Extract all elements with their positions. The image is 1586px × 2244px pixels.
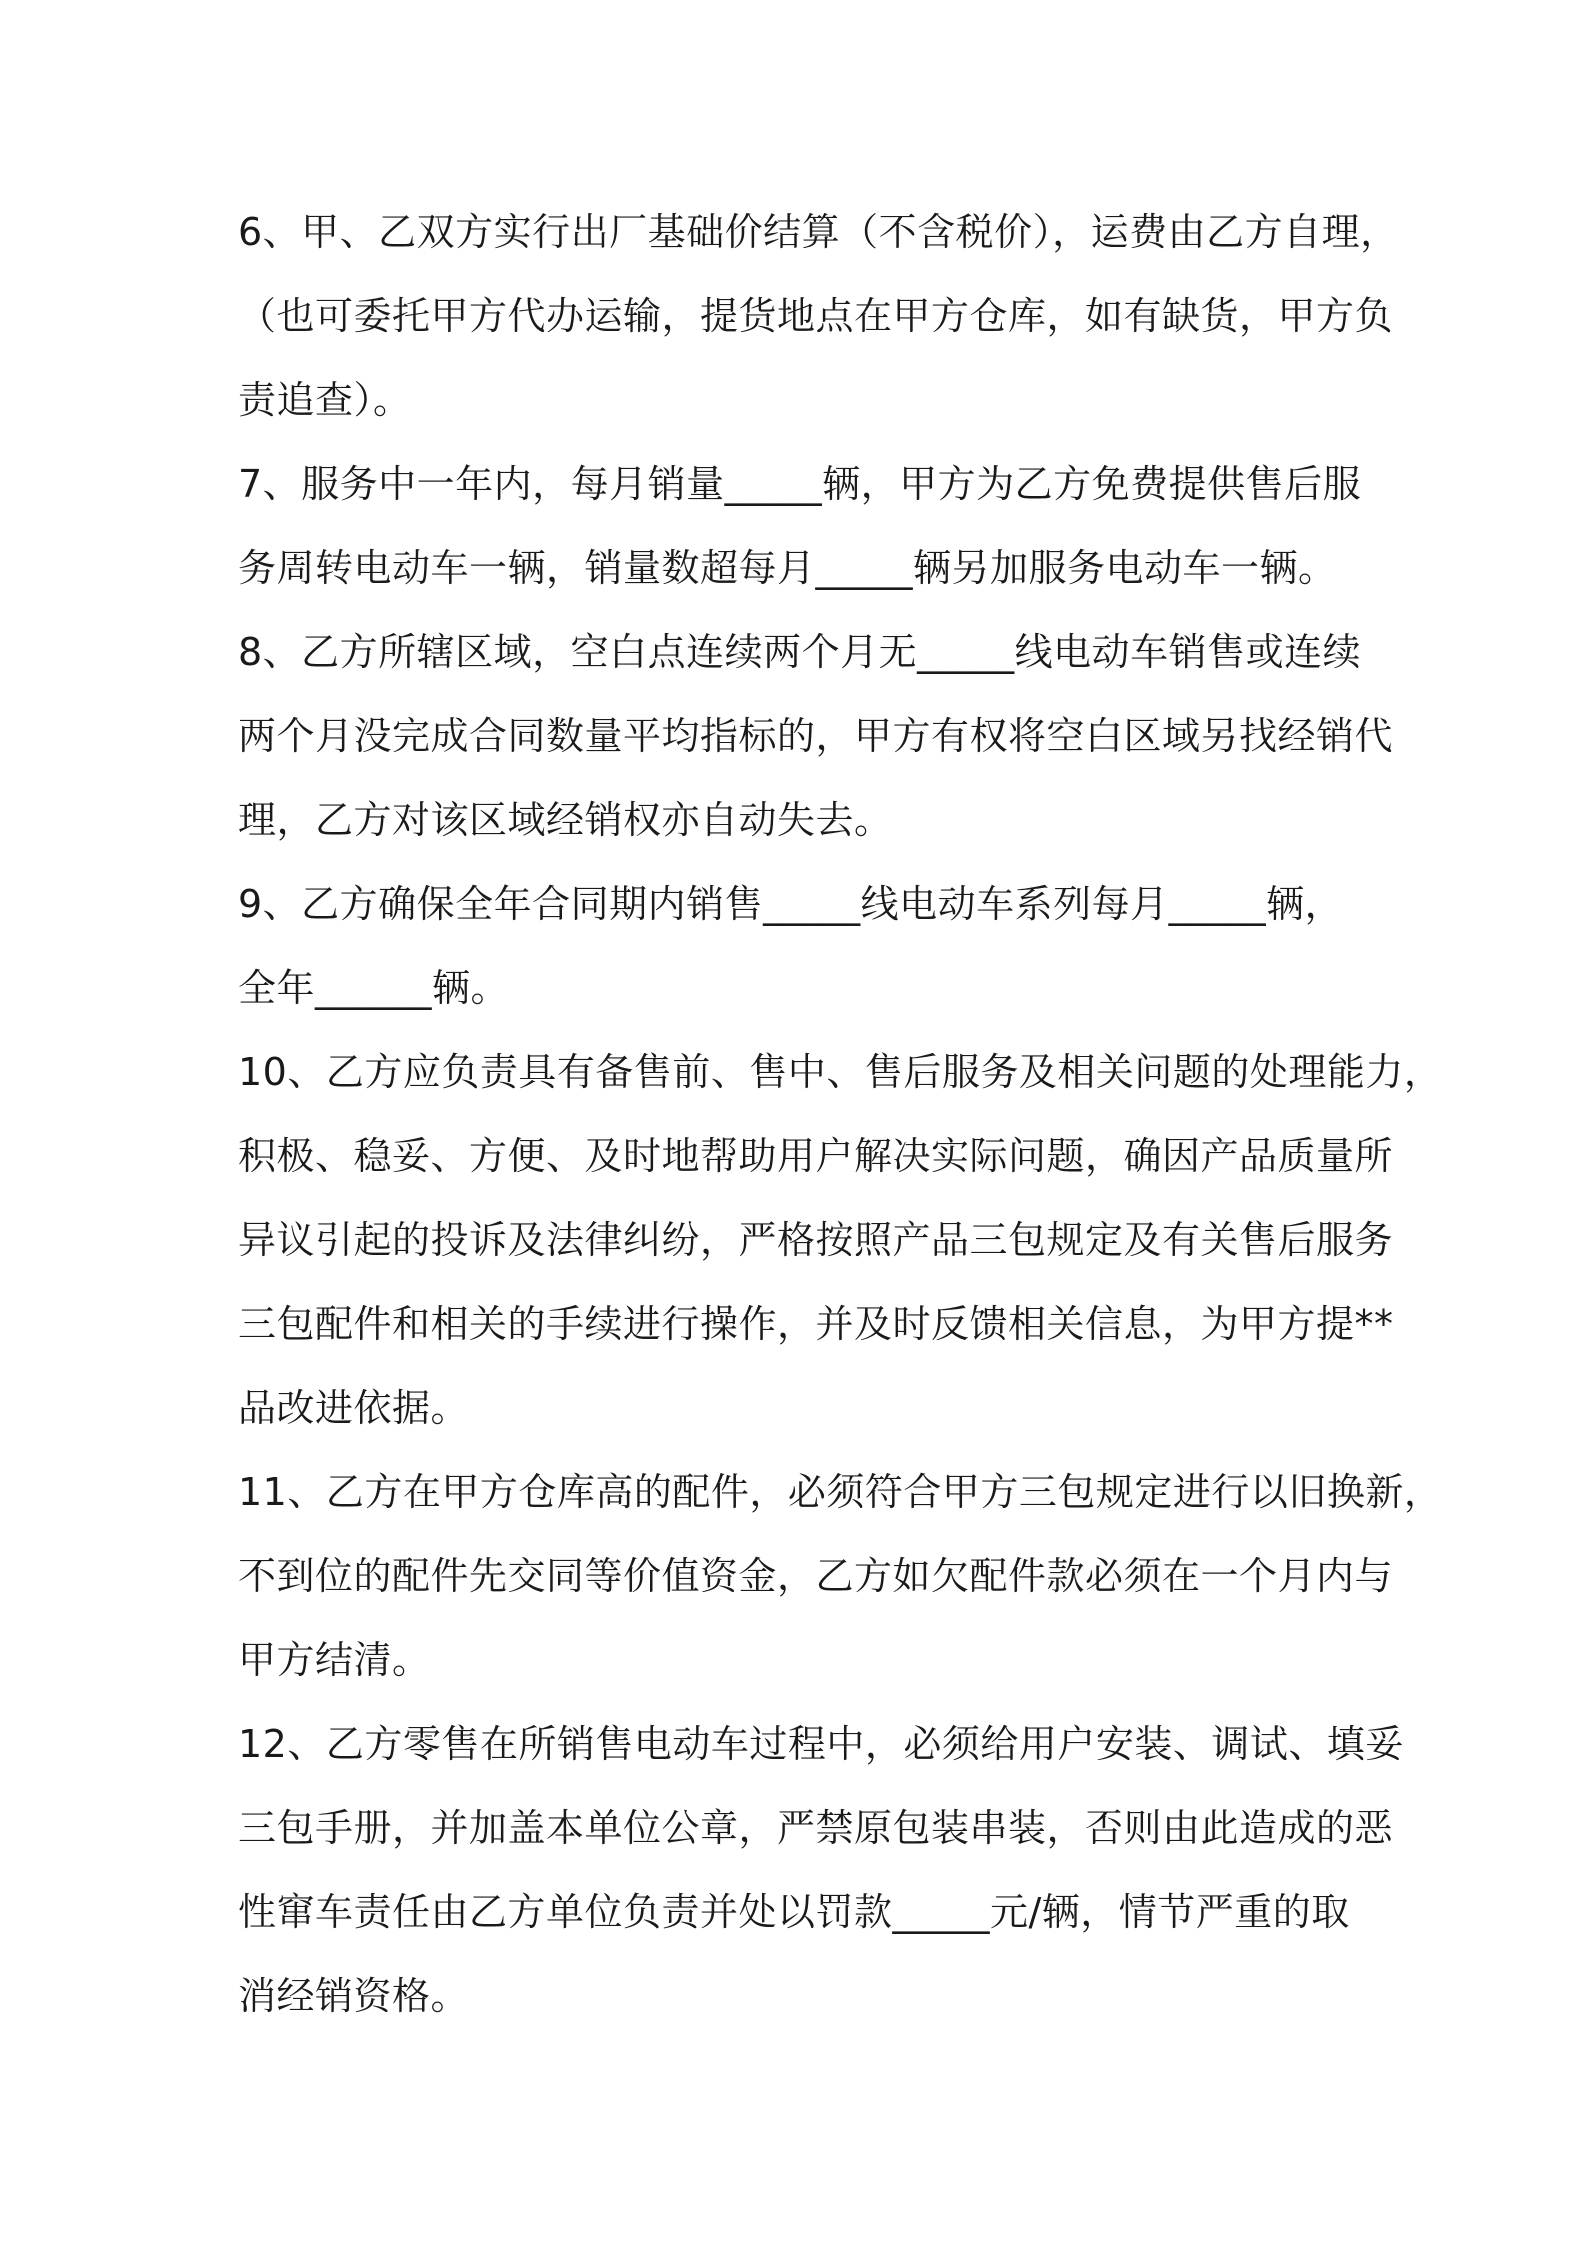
text-line: 6、甲、乙双方实行出厂基础价结算（不含税价），运费由乙方自理，: [238, 210, 1399, 254]
text-line: 责追查）。: [238, 378, 412, 422]
text-line: 不到位的配件先交同等价值资金，乙方如欠配件款必须在一个月内与: [238, 1554, 1394, 1598]
text-line: 两个月没完成合同数量平均指标的，甲方有权将空白区域另找经销代: [238, 714, 1394, 758]
text-line: 甲方结清。: [238, 1638, 431, 1682]
text-line: 理，乙方对该区域经销权亦自动失去。: [238, 798, 893, 842]
text-line: 7、服务中一年内，每月销量_____辆，甲方为乙方免费提供售后服: [238, 462, 1362, 506]
text-line: 8、乙方所辖区域，空白点连续两个月无_____线电动车销售或连续: [238, 630, 1362, 674]
text-line: 品改进依据。: [238, 1386, 470, 1430]
text-line: 三包配件和相关的手续进行操作，并及时反馈相关信息，为甲方提**: [238, 1302, 1394, 1346]
text-line: 三包手册，并加盖本单位公章，严禁原包装串装，否则由此造成的恶: [238, 1806, 1394, 1850]
text-line: 12、乙方零售在所销售电动车过程中，必须给用户安装、调试、填妥: [238, 1722, 1404, 1766]
text-line: （也可委托甲方代办运输，提货地点在甲方仓库，如有缺货，甲方负: [238, 294, 1394, 338]
text-line: 消经销资格。: [238, 1974, 470, 2018]
document-body: [238, 190, 1443, 2038]
text-line: 性窜车责任由乙方单位负责并处以罚款_____元/辆，情节严重的取: [238, 1890, 1350, 1934]
text-line: 积极、稳妥、方便、及时地帮助用户解决实际问题，确因产品质量所: [238, 1134, 1394, 1178]
text-line: 10、乙方应负责具有备售前、售中、售后服务及相关问题的处理能力，: [238, 1050, 1443, 1094]
text-line: 全年______辆。: [238, 966, 510, 1010]
text-line: 务周转电动车一辆，销量数超每月_____辆另加服务电动车一辆。: [238, 546, 1337, 590]
text-line: 11、乙方在甲方仓库高的配件，必须符合甲方三包规定进行以旧换新，: [238, 1470, 1443, 1514]
text-line: 9、乙方确保全年合同期内销售_____线电动车系列每月_____辆，: [238, 882, 1344, 926]
text-line: 异议引起的投诉及法律纠纷，严格按照产品三包规定及有关售后服务: [238, 1218, 1394, 1262]
